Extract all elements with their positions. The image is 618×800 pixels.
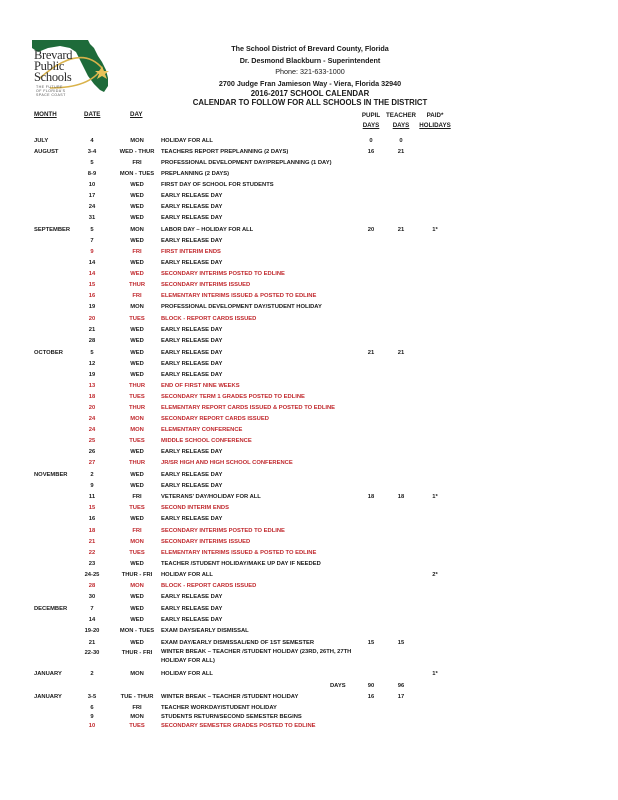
event-cell: FIRST DAY OF SCHOOL FOR STUDENTS	[161, 182, 274, 188]
day-cell: MON	[130, 227, 144, 233]
day-cell: WED	[130, 260, 144, 266]
day-cell: WED	[130, 204, 144, 210]
day-cell: WED	[130, 483, 144, 489]
calendar-subtitle: CALENDAR TO FOLLOW FOR ALL SCHOOLS IN THE DISTRICT	[192, 98, 428, 107]
paid-label: PAID*	[426, 112, 444, 119]
date-cell: 24	[88, 416, 96, 422]
table-row	[0, 336, 618, 346]
date-cell: 10	[88, 182, 96, 188]
event-cell: EARLY RELEASE DAY	[161, 327, 223, 333]
paid-cell: 2*	[432, 572, 438, 578]
day-cell: TUES	[129, 505, 145, 511]
logo-tagline-1: THE FUTURE	[36, 85, 63, 89]
day-cell: WED	[130, 640, 144, 646]
column-header-date: DATE	[84, 111, 101, 118]
event-cell: STUDENTS RETURN/SECOND SEMESTER BEGINS	[161, 714, 302, 720]
logo-tagline-2: OF FLORIDA'S	[36, 89, 66, 93]
table-row	[0, 615, 618, 625]
day-cell: THUR - FRI	[121, 650, 153, 656]
date-cell: 26	[88, 449, 96, 455]
month-cell: JANUARY	[34, 694, 62, 700]
day-cell: MON	[130, 539, 144, 545]
table-row	[0, 381, 618, 391]
table-row	[0, 669, 618, 679]
date-cell: 14	[88, 617, 96, 623]
table-row	[0, 258, 618, 268]
table-row	[0, 392, 618, 402]
event-cell: ELEMENTARY REPORT CARDS ISSUED & POSTED TO EDLINE	[161, 405, 336, 411]
day-cell: WED	[130, 215, 144, 221]
event-cell: EXAM DAY/EARLY DISMISSAL/END OF 1ST SEMESTER	[161, 640, 315, 646]
day-cell: WED	[130, 327, 144, 333]
month-cell: AUGUST	[34, 149, 59, 155]
event-cell: SECONDARY TERM 1 GRADES POSTED TO EDLINE	[161, 394, 305, 400]
table-row	[0, 648, 618, 664]
paid-cell: 1*	[432, 227, 438, 233]
day-cell: FRI	[132, 160, 142, 166]
event-cell: EARLY RELEASE DAY	[161, 483, 223, 489]
logo-line-3: Schools	[34, 70, 72, 84]
teacher-label: TEACHER	[386, 112, 416, 119]
table-row	[0, 526, 618, 536]
table-row	[0, 559, 618, 569]
day-cell: WED	[130, 372, 144, 378]
event-cell: FIRST INTERIM ENDS	[161, 249, 221, 255]
pupil-cell: 21	[367, 350, 375, 356]
calendar-title: 2016-2017 SCHOOL CALENDAR	[250, 89, 370, 98]
month-cell: JANUARY	[34, 671, 62, 677]
date-cell: 18	[88, 528, 96, 534]
superintendent: Dr. Desmond Blackburn - Superintendent	[239, 55, 381, 65]
day-cell: MON	[130, 138, 144, 144]
date-cell: 2	[90, 472, 94, 478]
day-cell: TUES	[129, 550, 145, 556]
table-row	[0, 425, 618, 435]
table-row	[0, 704, 618, 713]
day-cell: WED	[130, 238, 144, 244]
event-cell: EARLY RELEASE DAY	[161, 372, 223, 378]
event-cell: EARLY RELEASE DAY	[161, 350, 223, 356]
event-cell: EARLY RELEASE DAY	[161, 516, 223, 522]
day-cell: WED	[130, 516, 144, 522]
month-cell: DECEMBER	[34, 606, 68, 612]
day-cell: MON - TUES	[119, 171, 155, 177]
brevard-public-schools-logo	[30, 38, 120, 108]
event-cell: EXAM DAYS/EARLY DISMISSAL	[161, 628, 249, 634]
date-cell: 2	[90, 671, 94, 677]
date-cell: 11	[88, 494, 96, 500]
event-cell: EARLY RELEASE DAY	[161, 361, 223, 367]
table-row	[0, 722, 618, 731]
event-cell: VETERANS' DAY/HOLIDAY FOR ALL	[161, 494, 261, 500]
table-row	[0, 548, 618, 558]
table-row	[0, 503, 618, 513]
day-cell: THUR	[128, 383, 146, 389]
table-row	[0, 269, 618, 279]
logo-tagline-3: SPACE COAST	[36, 93, 66, 97]
day-cell: TUE - THUR	[120, 694, 154, 700]
date-cell: 12	[88, 361, 96, 367]
event-cell: ELEMENTARY CONFERENCE	[161, 427, 243, 433]
event-cell: TEACHERS REPORT PREPLANNING (2 DAYS)	[161, 149, 289, 155]
date-cell: 13	[88, 383, 96, 389]
day-cell: WED	[130, 617, 144, 623]
column-header-month: MONTH	[34, 111, 57, 118]
total-pupil-days: 90	[367, 683, 375, 689]
logo-line-2: Public	[34, 59, 65, 73]
date-cell: 9	[90, 483, 94, 489]
table-row	[0, 147, 618, 157]
table-row	[0, 302, 618, 312]
date-cell: 28	[88, 338, 96, 344]
table-row	[0, 481, 618, 491]
table-row	[0, 370, 618, 380]
table-row	[0, 314, 618, 324]
day-cell: TUES	[129, 723, 145, 729]
event-cell: HOLIDAY FOR ALL	[161, 671, 213, 677]
teacher-cell: 15	[397, 640, 405, 646]
event-cell: TEACHER /STUDENT HOLIDAY/MAKE UP DAY IF NEEDED	[161, 561, 321, 567]
teacher-cell: 21	[397, 227, 405, 233]
date-cell: 7	[90, 606, 94, 612]
day-cell: TUES	[129, 316, 145, 322]
pupil-cell: 15	[367, 640, 375, 646]
day-cell: WED	[130, 594, 144, 600]
day-cell: THUR	[128, 460, 146, 466]
table-row	[0, 514, 618, 524]
event-cell: MIDDLE SCHOOL CONFERENCE	[161, 438, 252, 444]
table-row	[0, 604, 618, 614]
event-cell: SECOND INTERIM ENDS	[161, 505, 229, 511]
event-cell: WINTER BREAK – TEACHER /STUDENT HOLIDAY (23RD, 26TH, 27TH HOLIDAY FOR ALL)	[161, 649, 352, 664]
date-cell: 18	[88, 394, 96, 400]
teacher-cell: 18	[397, 494, 405, 500]
event-cell: EARLY RELEASE DAY	[161, 594, 223, 600]
date-cell: 20	[88, 316, 96, 322]
table-row	[0, 136, 618, 146]
table-row	[0, 225, 618, 235]
date-cell: 21	[88, 539, 96, 545]
totals-row	[0, 681, 618, 691]
day-cell: FRI	[132, 705, 142, 711]
day-cell: FRI	[132, 494, 142, 500]
event-cell: EARLY RELEASE DAY	[161, 449, 223, 455]
table-row	[0, 291, 618, 301]
teacher-cell: 21	[397, 149, 405, 155]
phone: Phone: 321-633-1000	[275, 67, 345, 76]
table-row	[0, 191, 618, 201]
table-row	[0, 158, 618, 168]
date-cell: 9	[90, 249, 94, 255]
paid-cell: 1*	[432, 671, 438, 677]
day-cell: THUR	[128, 405, 146, 411]
day-cell: TUES	[129, 438, 145, 444]
date-cell: 10	[88, 723, 96, 729]
table-row	[0, 213, 618, 223]
pupil-cell: 16	[367, 149, 375, 155]
event-cell: EARLY RELEASE DAY	[161, 238, 223, 244]
event-cell: ELEMENTARY INTERIMS ISSUED & POSTED TO EDLINE	[161, 293, 317, 299]
day-cell: FRI	[132, 293, 142, 299]
table-row	[0, 638, 618, 648]
month-cell: JULY	[34, 138, 49, 144]
day-cell: FRI	[132, 528, 142, 534]
paid-cell: 1*	[432, 494, 438, 500]
event-cell: EARLY RELEASE DAY	[161, 472, 223, 478]
day-cell: WED	[130, 606, 144, 612]
date-cell: 3-5	[87, 694, 97, 700]
day-cell: THUR - FRI	[121, 572, 153, 578]
pupil-cell: 16	[367, 694, 375, 700]
date-cell: 15	[88, 282, 96, 288]
table-row	[0, 180, 618, 190]
table-row	[0, 581, 618, 591]
date-cell: 14	[88, 271, 96, 277]
date-cell: 23	[88, 561, 96, 567]
date-cell: 21	[88, 327, 96, 333]
table-row	[0, 537, 618, 547]
date-cell: 22-30	[84, 650, 100, 656]
event-cell: LABOR DAY – HOLIDAY FOR ALL	[161, 227, 254, 233]
date-cell: 30	[88, 594, 96, 600]
day-cell: WED	[130, 350, 144, 356]
table-row	[0, 359, 618, 369]
table-row	[0, 592, 618, 602]
pupil-cell: 0	[369, 138, 373, 144]
total-teacher-days: 96	[397, 683, 405, 689]
event-cell: EARLY RELEASE DAY	[161, 215, 223, 221]
month-cell: OCTOBER	[34, 350, 63, 356]
event-cell: JR/SR HIGH AND HIGH SCHOOL CONFERENCE	[161, 460, 293, 466]
table-row	[0, 436, 618, 446]
column-header-teacher-days	[386, 111, 416, 131]
day-cell: MON	[130, 416, 144, 422]
date-cell: 27	[88, 460, 96, 466]
event-cell: TEACHER WORKDAY/STUDENT HOLIDAY	[161, 705, 277, 711]
day-cell: TUES	[129, 394, 145, 400]
address: 2700 Judge Fran Jamieson Way - Viera, Florida 32940	[218, 78, 402, 88]
event-cell: EARLY RELEASE DAY	[161, 338, 223, 344]
event-cell: HOLIDAY FOR ALL	[161, 572, 213, 578]
day-cell: MON	[130, 583, 144, 589]
day-cell: WED	[130, 361, 144, 367]
table-row	[0, 693, 618, 702]
month-cell: SEPTEMBER	[34, 227, 71, 233]
date-cell: 19-20	[84, 628, 100, 634]
date-cell: 28	[88, 583, 96, 589]
column-header-pupil-days	[358, 111, 384, 131]
day-cell: FRI	[132, 249, 142, 255]
date-cell: 20	[88, 405, 96, 411]
date-cell: 16	[88, 293, 96, 299]
day-cell: WED	[130, 193, 144, 199]
date-cell: 5	[90, 350, 94, 356]
date-cell: 3-4	[87, 149, 97, 155]
event-cell: BLOCK - REPORT CARDS ISSUED	[161, 583, 257, 589]
date-cell: 15	[88, 505, 96, 511]
date-cell: 22	[88, 550, 96, 556]
table-row	[0, 626, 618, 636]
document-header	[120, 43, 500, 107]
table-row	[0, 447, 618, 457]
day-cell: MON	[130, 714, 144, 720]
date-cell: 24-25	[84, 572, 100, 578]
table-row	[0, 403, 618, 413]
table-row	[0, 247, 618, 257]
table-row	[0, 325, 618, 335]
date-cell: 31	[88, 215, 96, 221]
day-cell: MON - TUES	[119, 628, 155, 634]
day-cell: MON	[130, 304, 144, 310]
totals-label: DAYS	[330, 683, 346, 689]
date-cell: 19	[88, 304, 96, 310]
day-cell: WED	[130, 561, 144, 567]
month-cell: NOVEMBER	[34, 472, 68, 478]
table-row	[0, 236, 618, 246]
event-cell: BLOCK - REPORT CARDS ISSUED	[161, 316, 257, 322]
event-cell: HOLIDAY FOR ALL	[161, 138, 213, 144]
column-header-paid-holidays	[418, 111, 452, 131]
pupil-cell: 20	[367, 227, 375, 233]
logo-line-1: Brevard	[34, 48, 73, 62]
holidays-label: HOLIDAYS	[419, 122, 451, 129]
event-cell: EARLY RELEASE DAY	[161, 617, 223, 623]
table-row	[0, 570, 618, 580]
date-cell: 24	[88, 204, 96, 210]
event-cell: SECONDARY INTERIMS POSTED TO EDLINE	[161, 271, 285, 277]
date-cell: 5	[90, 227, 94, 233]
event-cell: SECONDARY REPORT CARDS ISSUED	[161, 416, 269, 422]
table-row	[0, 348, 618, 358]
table-row	[0, 414, 618, 424]
date-cell: 4	[90, 138, 94, 144]
day-cell: WED - THUR	[119, 149, 155, 155]
day-cell: WED	[130, 182, 144, 188]
table-row	[0, 492, 618, 502]
day-cell: WED	[130, 472, 144, 478]
event-cell: SECONDARY SEMESTER GRADES POSTED TO EDLINE	[161, 723, 316, 729]
day-cell: WED	[130, 449, 144, 455]
date-cell: 9	[90, 714, 94, 720]
event-cell: WINTER BREAK – TEACHER /STUDENT HOLIDAY	[161, 694, 299, 700]
date-cell: 8-9	[87, 171, 97, 177]
day-cell: WED	[130, 338, 144, 344]
pupil-days-label: DAYS	[362, 122, 380, 129]
day-cell: MON	[130, 671, 144, 677]
district-name: The School District of Brevard County, Florida	[231, 44, 389, 53]
day-cell: MON	[130, 427, 144, 433]
date-cell: 6	[90, 705, 94, 711]
date-cell: 21	[88, 640, 96, 646]
date-cell: 7	[90, 238, 94, 244]
pupil-label: PUPIL	[361, 112, 381, 119]
event-cell: EARLY RELEASE DAY	[161, 260, 223, 266]
date-cell: 14	[88, 260, 96, 266]
event-cell: END OF FIRST NINE WEEKS	[161, 383, 240, 389]
event-cell: EARLY RELEASE DAY	[161, 606, 223, 612]
date-cell: 19	[88, 372, 96, 378]
date-cell: 25	[88, 438, 96, 444]
event-cell: SECONDARY INTERIMS ISSUED	[161, 282, 251, 288]
date-cell: 17	[88, 193, 96, 199]
day-cell: THUR	[128, 282, 146, 288]
column-header-day: DAY	[130, 111, 143, 118]
date-cell: 5	[90, 160, 94, 166]
table-row	[0, 458, 618, 468]
event-cell: ELEMENTARY INTERIMS ISSUED & POSTED TO EDLINE	[161, 550, 317, 556]
teacher-cell: 21	[397, 350, 405, 356]
teacher-cell: 0	[399, 138, 403, 144]
teacher-cell: 17	[397, 694, 405, 700]
table-row	[0, 202, 618, 212]
date-cell: 16	[88, 516, 96, 522]
event-cell: SECONDARY INTERIMS ISSUED	[161, 539, 251, 545]
table-row	[0, 280, 618, 290]
day-cell: WED	[130, 271, 144, 277]
event-cell: PREPLANNING (2 DAYS)	[161, 171, 230, 177]
event-cell: PROFESSIONAL DEVELOPMENT DAY/STUDENT HOLIDAY	[161, 304, 322, 310]
event-cell: SECONDARY INTERIMS POSTED TO EDLINE	[161, 528, 285, 534]
event-cell: EARLY RELEASE DAY	[161, 204, 223, 210]
teacher-days-label: DAYS	[392, 122, 410, 129]
table-row	[0, 470, 618, 480]
event-cell: PROFESSIONAL DEVELOPMENT DAY/PREPLANNING (1 DAY)	[161, 160, 332, 166]
date-cell: 24	[88, 427, 96, 433]
table-row	[0, 169, 618, 179]
event-cell: EARLY RELEASE DAY	[161, 193, 223, 199]
pupil-cell: 18	[367, 494, 375, 500]
table-row	[0, 713, 618, 722]
